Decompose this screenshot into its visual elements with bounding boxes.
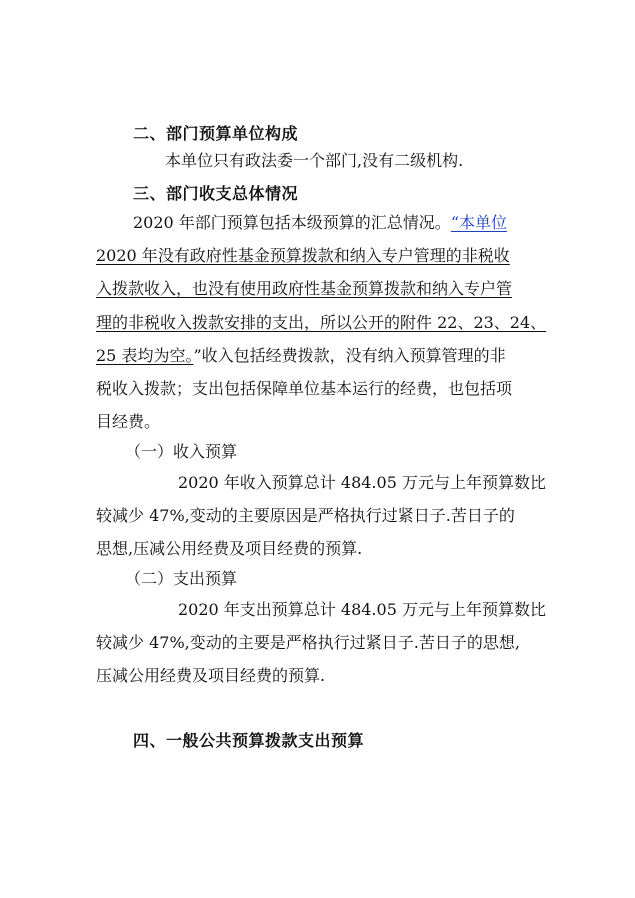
- paragraph-line-6: 税收入拨款；支出包括保障单位基本运行的经费，也包括项: [96, 379, 513, 398]
- paragraph-line-1-text: 2020 年部门预算包括本级预算的汇总情况。: [133, 213, 451, 232]
- paragraph-line-5-underlined: 25 表均为空。: [96, 346, 194, 365]
- paragraph-line-7: 目经费。: [96, 412, 161, 431]
- income-line-1: 2020 年收入预算总计 484.05 万元与上年预算数比: [178, 473, 546, 492]
- paragraph-line-1: [133, 213, 507, 233]
- section-4-heading: 四、一般公共预算拨款支出预算: [133, 731, 365, 750]
- income-line-3: 思想,压减公用经费及项目经费的预算.: [96, 539, 363, 558]
- expense-line-1: 2020 年支出预算总计 484.05 万元与上年预算数比: [178, 600, 546, 619]
- paragraph-line-2: 2020 年没有政府性基金预算拨款和纳入专户管理的非税收: [96, 246, 510, 265]
- expense-line-3: 压减公用经费及项目经费的预算.: [96, 666, 326, 685]
- section-2-body: 本单位只有政法委一个部门,没有二级机构.: [165, 151, 464, 170]
- expense-line-2: 较减少 47%,变动的主要是严格执行过紧日子.苦日子的思想,: [96, 633, 520, 652]
- section-3-heading: 三、部门收支总体情况: [133, 184, 299, 203]
- section-2-heading: 二、部门预算单位构成: [133, 124, 299, 143]
- income-subheading: （一）收入预算: [125, 442, 238, 461]
- quote-open: “本单位: [450, 213, 507, 232]
- paragraph-line-4: 理的非税收入拨款安排的支出，所以公开的附件 22、23、24、: [96, 313, 547, 332]
- paragraph-line-5: [96, 346, 506, 366]
- paragraph-line-3: 入拨款收入，也没有使用政府性基金预算拨款和纳入专户管: [96, 279, 513, 298]
- expense-subheading: （二）支出预算: [125, 569, 238, 588]
- paragraph-line-5-rest: ”收入包括经费拨款，没有纳入预算管理的非: [193, 346, 506, 365]
- income-line-2: 较减少 47%,变动的主要原因是严格执行过紧日子.苦日子的: [96, 506, 515, 525]
